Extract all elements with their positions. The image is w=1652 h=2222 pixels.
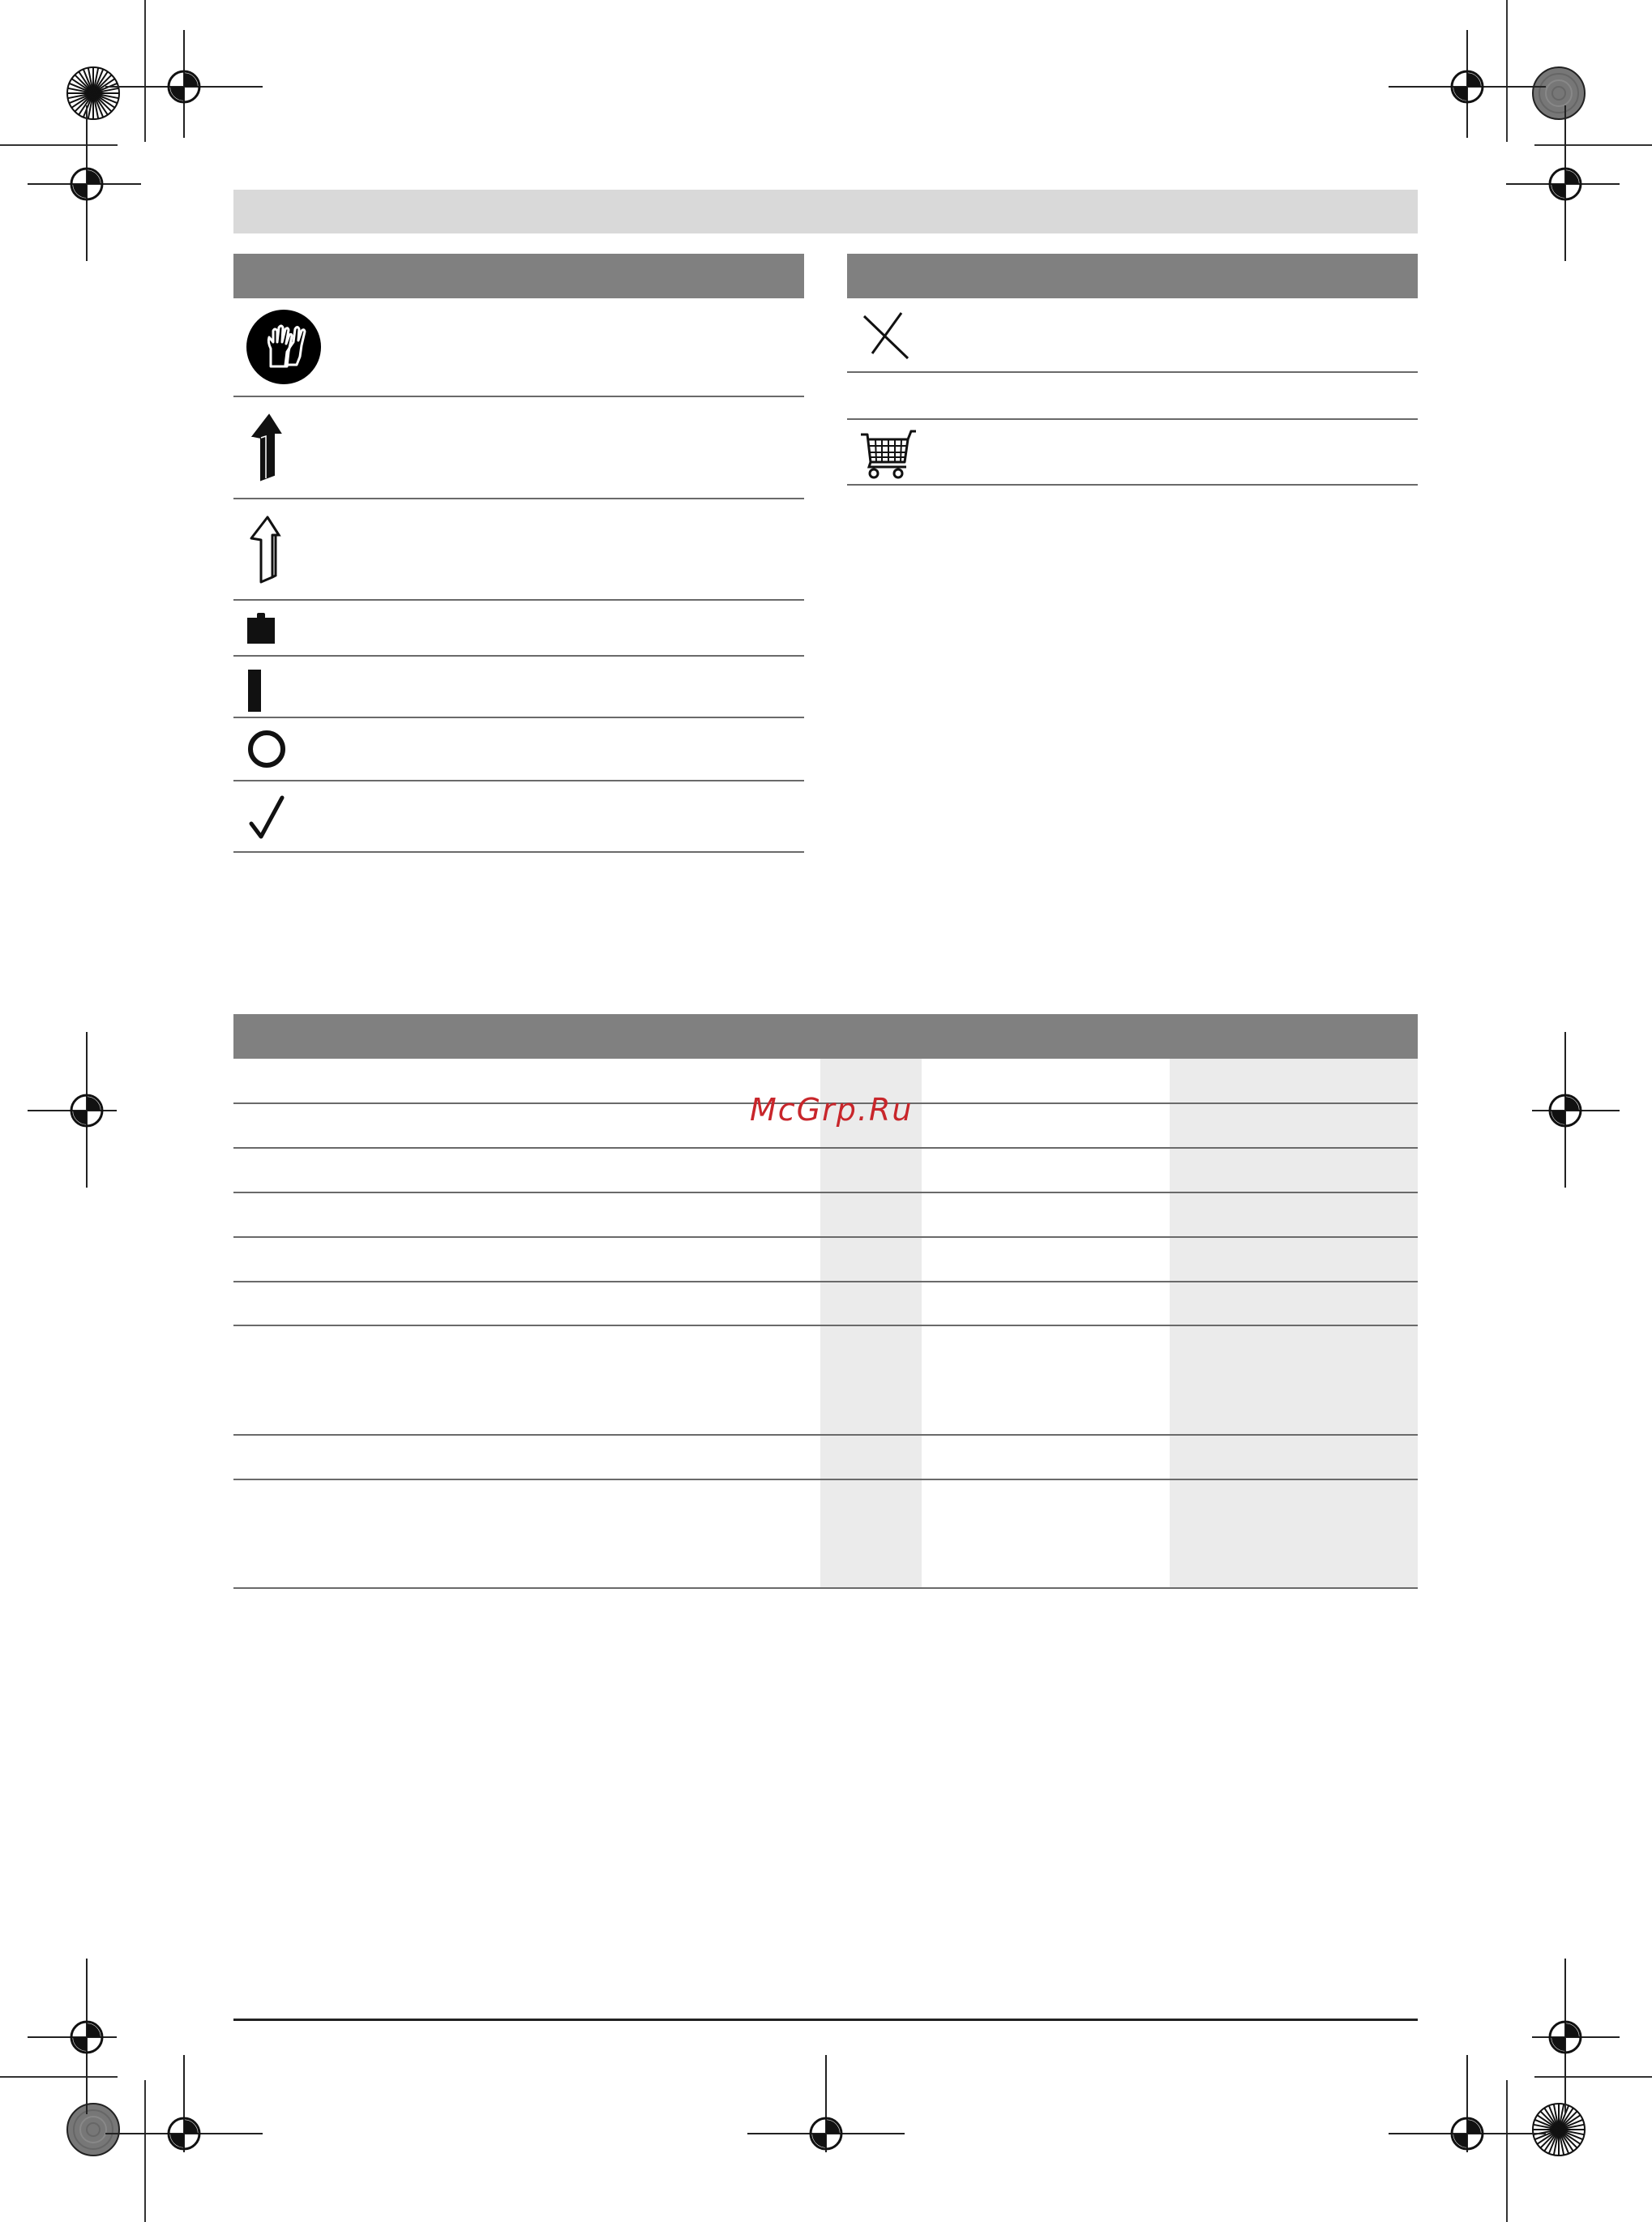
footer-rule xyxy=(233,2019,1418,2021)
crosshair-target-icon xyxy=(105,2055,267,2222)
row-divider xyxy=(847,371,1418,373)
watermark-text: McGrp.Ru xyxy=(750,1092,914,1128)
crosshair-target-icon xyxy=(1506,105,1620,268)
arrow-up-outline-icon xyxy=(248,514,297,582)
weight-icon xyxy=(246,610,277,647)
crosshair-target-icon xyxy=(1389,2055,1551,2222)
row-divider xyxy=(233,655,804,657)
table-row xyxy=(233,1281,1418,1282)
column-shade xyxy=(820,1059,922,1588)
column-shade xyxy=(1170,1059,1418,1588)
gloves-mandatory-icon xyxy=(246,310,321,384)
row-divider xyxy=(233,851,804,853)
crosshair-target-icon xyxy=(28,1032,125,1194)
row-divider xyxy=(233,780,804,781)
table-row xyxy=(233,1192,1418,1193)
arrow-up-filled-icon xyxy=(248,412,297,480)
title-band xyxy=(233,190,1418,233)
row-divider xyxy=(847,484,1418,486)
crosshair-target-icon xyxy=(1506,1032,1620,1194)
cross-icon xyxy=(861,311,911,362)
row-divider xyxy=(233,599,804,601)
table-row xyxy=(233,1434,1418,1436)
table-row xyxy=(233,1325,1418,1326)
table-row xyxy=(233,1479,1418,1480)
row-divider xyxy=(233,396,804,397)
left-table-header xyxy=(233,254,804,298)
table-row xyxy=(233,1236,1418,1238)
row-divider xyxy=(233,717,804,718)
table-row xyxy=(233,1587,1418,1589)
table-row xyxy=(233,1147,1418,1149)
bar-icon xyxy=(246,670,263,713)
right-table-header xyxy=(847,254,1418,298)
checkmark-icon xyxy=(248,794,290,843)
shopping-cart-icon xyxy=(859,430,918,480)
row-divider xyxy=(847,418,1418,420)
crosshair-target-icon xyxy=(747,2055,909,2222)
crosshair-target-icon xyxy=(28,105,141,268)
row-divider xyxy=(233,498,804,499)
circle-icon xyxy=(246,728,289,770)
data-table-header xyxy=(233,1014,1418,1059)
